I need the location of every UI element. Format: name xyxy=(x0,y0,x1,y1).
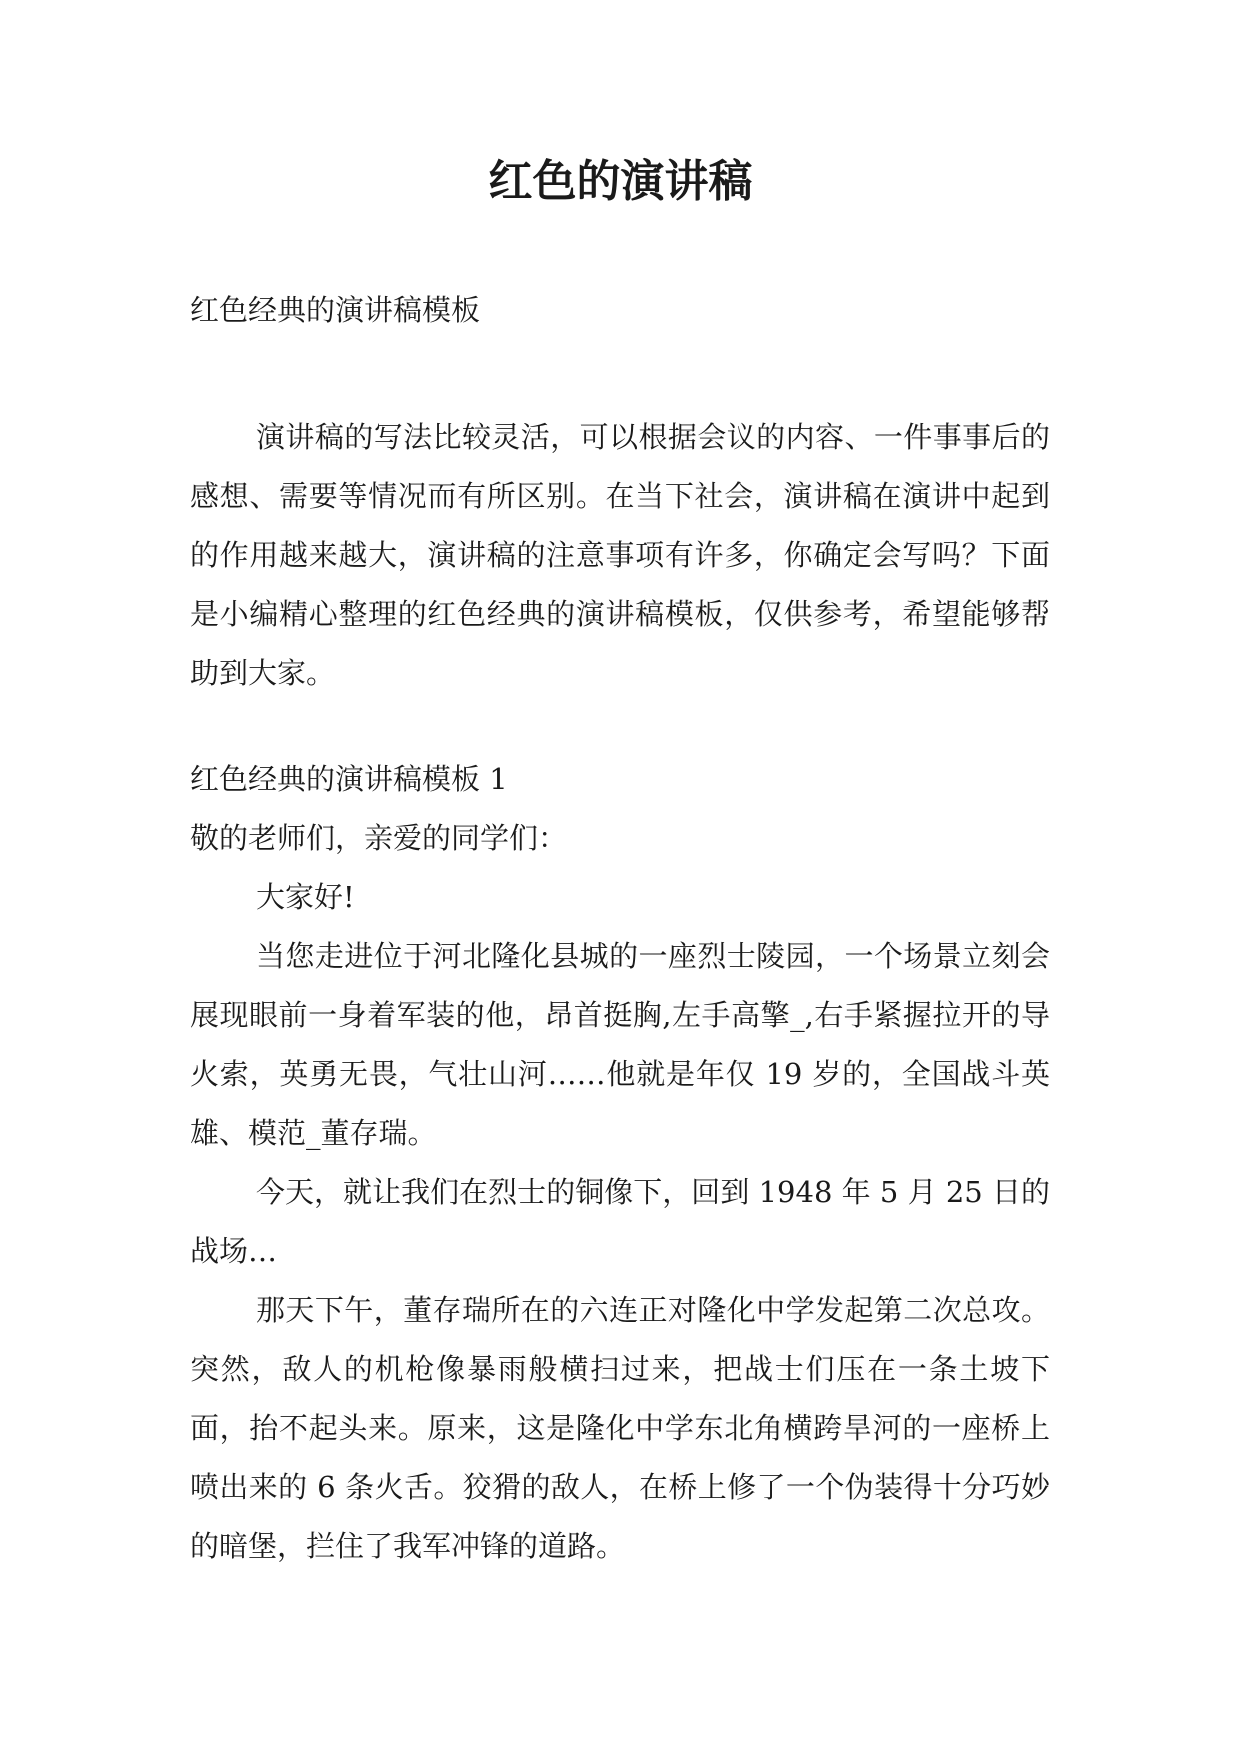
body-paragraph-2: 今天，就让我们在烈士的铜像下，回到 1948 年 5 月 25 日的战场… xyxy=(190,1175,1050,1268)
greeting-line: 敬的老师们，亲爱的同学们： xyxy=(190,821,568,855)
speech-body xyxy=(190,750,1050,1576)
document-subtitle: 红色经典的演讲稿模板 xyxy=(190,293,481,327)
section-heading: 红色经典的演讲稿模板 1 xyxy=(190,762,508,796)
hello-line: 大家好! xyxy=(256,880,355,914)
page-title: 红色的演讲稿 xyxy=(488,156,753,207)
intro-paragraph: 演讲稿的写法比较灵活，可以根据会议的内容、一件事事后的感想、需要等情况而有所区别。在当下社会，演讲稿在演讲中起到的作用越来越大，演讲稿的注意事项有许多，你确定会写吗？下面是小编精心整理的红色经典的演讲稿模板，仅供参考，希望能够帮助到大家。 xyxy=(190,420,1050,690)
body-paragraph-3: 那天下午，董存瑞所在的六连正对隆化中学发起第二次总攻。突然，敌人的机枪像暴雨般横扫过来，把战士们压在一条土坡下面，抬不起头来。原来，这是隆化中学东北角横跨旱河的一座桥上喷出来的 6 条火舌。狡猾的敌人，在桥上修了一个伪装得十分巧妙的暗堡，拦住了我军冲锋的道路。 xyxy=(190,1293,1050,1563)
intro-block xyxy=(190,408,1050,703)
body-paragraph-1: 当您走进位于河北隆化县城的一座烈士陵园，一个场景立刻会展现眼前一身着军装的他，昂首挺胸,左手高擎_,右手紧握拉开的导火索，英勇无畏，气壮山河……他就是年仅 19 岁的，全国战斗英雄、模范_董存瑞。 xyxy=(190,939,1050,1150)
